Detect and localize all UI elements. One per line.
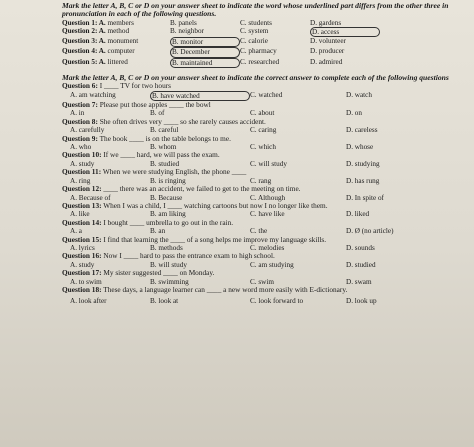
q17-label: Question 17: xyxy=(62,268,102,278)
q18-option-a: A. look after xyxy=(70,297,107,306)
q8-option-a: A. carefully xyxy=(70,126,105,135)
q12-option-d: D. In spite of xyxy=(346,193,384,202)
q9-option-d: D. whose xyxy=(346,143,374,152)
q11-option-c: C. rang xyxy=(250,176,272,185)
q5-option-d: D. admired xyxy=(310,57,343,66)
question-3 xyxy=(62,37,462,47)
q11-text: When we were studying English, the phone ____ xyxy=(102,167,247,177)
q4-label: Question 4: A. xyxy=(62,47,106,56)
q12-label: Question 12: xyxy=(62,184,102,194)
q10-text: If we ____ hard, we will pass the exam. xyxy=(103,150,220,160)
question-4 xyxy=(62,47,462,57)
q4-option-c: C. pharmacy xyxy=(240,47,277,56)
q15-option-c: C. melodies xyxy=(250,243,285,252)
q13-option-b: B. am liking xyxy=(150,210,186,219)
q5-option-b: B. maintained xyxy=(170,58,240,68)
q2-option-c: C. system xyxy=(240,27,269,36)
q17-option-a: A. to swim xyxy=(70,277,102,286)
q17-option-b: B. swimming xyxy=(150,277,189,286)
q14-option-d: D. Ø (no article) xyxy=(346,227,394,236)
q9-label: Question 9: xyxy=(62,133,98,143)
q9-option-c: C. which xyxy=(250,143,276,152)
q18-option-d: D. look up xyxy=(346,297,377,306)
q13-option-d: D. liked xyxy=(346,210,370,219)
question-2 xyxy=(62,27,462,37)
q13-text: When I was a child, I ____ watching cartoons but now I no longer like them. xyxy=(103,200,328,210)
q5-option-a: littered xyxy=(107,57,128,66)
q14-text: I bought ____ umbrella to go out in the rain. xyxy=(103,217,234,227)
q14-label: Question 14: xyxy=(62,217,102,227)
q16-option-b: B. will study xyxy=(150,260,187,269)
q15-text: I find that learning the ____ of a song helps me improve my language skills. xyxy=(103,234,327,244)
q3-label: Question 3: A. xyxy=(62,37,106,46)
q2-label: Question 2: A. xyxy=(62,27,106,36)
q3-option-c: C. calorie xyxy=(240,37,268,46)
q2-option-d: D. access xyxy=(310,27,380,37)
q15-option-a: A. lyrics xyxy=(70,243,95,252)
q11-option-a: A. ring xyxy=(70,176,91,185)
q18-option-c: C. look forward to xyxy=(250,297,304,306)
question-5 xyxy=(62,58,462,68)
q13-option-a: A. like xyxy=(70,210,90,219)
q11-option-b: B. is ringing xyxy=(150,176,186,185)
q6-option-c: C. watched xyxy=(250,90,283,99)
q15-option-b: B. methods xyxy=(150,243,183,252)
q6-option-b: B. have watched xyxy=(150,91,250,101)
q11-option-d: D. has rung xyxy=(346,176,380,185)
q2-option-a: method xyxy=(107,27,130,36)
q6-text: I ____ TV for two hours xyxy=(99,81,171,91)
q16-option-a: A. study xyxy=(70,260,95,269)
q8-option-d: D. careless xyxy=(346,126,378,135)
q14-option-a: A. a xyxy=(70,227,82,236)
section1-questions xyxy=(62,19,462,68)
q15-option-d: D. sounds xyxy=(346,243,375,252)
q1-option-d: D. gardens xyxy=(310,18,342,27)
q1-label: Question 1: A. xyxy=(62,18,106,27)
question-6 xyxy=(62,82,462,101)
question-13 xyxy=(62,202,462,219)
q10-option-c: C. will study xyxy=(250,159,287,168)
q7-option-d: D. on xyxy=(346,109,362,118)
q10-option-a: A. study xyxy=(70,159,95,168)
q16-option-c: C. am studying xyxy=(250,260,294,269)
q10-option-d: D. studying xyxy=(346,159,380,168)
question-11 xyxy=(62,168,462,185)
question-14 xyxy=(62,219,462,236)
question-7 xyxy=(62,101,462,118)
q6-option-a: A. am watching xyxy=(70,90,116,99)
q12-text: ____ there was an accident, we failed to get to the meeting on time. xyxy=(103,184,301,194)
question-18 xyxy=(62,286,462,306)
q12-option-a: A. Because of xyxy=(70,193,111,202)
question-16 xyxy=(62,252,462,269)
q13-label: Question 13: xyxy=(62,200,102,210)
q4-option-d: D. producer xyxy=(310,47,345,56)
section2-questions xyxy=(62,82,462,306)
q6-option-d: D. watch xyxy=(346,90,372,99)
q3-option-b: B. monitor xyxy=(170,37,240,47)
q18-text: These days, a language learner can ____ a new word more easily with E-dictionary. xyxy=(103,284,348,294)
question-15 xyxy=(62,236,462,253)
q2-option-b: B. neighbor xyxy=(170,27,204,36)
q18-option-b: B. look at xyxy=(150,297,179,306)
q4-option-a: computer xyxy=(107,47,135,56)
q4-option-b: B. December xyxy=(170,47,240,57)
question-1 xyxy=(62,19,462,27)
question-10 xyxy=(62,151,462,168)
question-17 xyxy=(62,269,462,286)
q1-option-a: members xyxy=(107,18,134,27)
q16-label: Question 16: xyxy=(62,251,102,261)
q5-label: Question 5: A. xyxy=(62,57,106,66)
q17-option-c: C. swim xyxy=(250,277,274,286)
worksheet-content xyxy=(62,2,462,306)
q5-option-c: C. researched xyxy=(240,57,280,66)
q10-label: Question 10: xyxy=(62,150,102,160)
q12-option-b: B. Because xyxy=(150,193,183,202)
section2-instruction: Mark the letter A, B, C or D on your answer sheet to indicate the correct answer to complete each of the following questions xyxy=(62,72,449,82)
q7-option-a: A. in xyxy=(70,109,85,118)
q16-text: Now I ____ hard to pass the entrance exam to high school. xyxy=(103,251,275,261)
q14-option-b: B. an xyxy=(150,227,166,236)
q8-text: She often drives very ____ so she rarely causes accident. xyxy=(99,116,266,126)
q8-option-c: C. caring xyxy=(250,126,277,135)
q16-option-d: D. studied xyxy=(346,260,376,269)
section1-instruction: Mark the letter A, B, C or D on your answer sheet to indicate the word whose underlined part differs from the other three in pronunciation in each of the following questions. xyxy=(62,1,449,19)
question-8 xyxy=(62,118,462,135)
q1-option-b: B. panels xyxy=(170,18,197,27)
q7-text: Please put those apples ____ the bowl xyxy=(99,100,211,110)
q9-option-b: B. whom xyxy=(150,143,177,152)
q6-label: Question 6: xyxy=(62,81,98,91)
q12-option-c: C. Although xyxy=(250,193,286,202)
q13-option-c: C. have like xyxy=(250,210,285,219)
q9-option-a: A. who xyxy=(70,143,92,152)
q17-text: My sister suggested ____ on Monday. xyxy=(103,268,215,278)
q7-option-c: C. about xyxy=(250,109,275,118)
q17-option-d: D. swam xyxy=(346,277,372,286)
q8-option-b: B. careful xyxy=(150,126,179,135)
q7-label: Question 7: xyxy=(62,100,98,110)
q1-option-c: C. students xyxy=(240,18,272,27)
q14-option-c: C. the xyxy=(250,227,268,236)
q3-option-d: D. volunteer xyxy=(310,37,346,46)
q11-label: Question 11: xyxy=(62,167,102,177)
q9-text: The book ____ is on the table belongs to me. xyxy=(99,133,231,143)
q3-option-a: monument xyxy=(107,37,139,46)
q8-label: Question 8: xyxy=(62,116,98,126)
question-12 xyxy=(62,185,462,202)
question-9 xyxy=(62,135,462,152)
q10-option-b: B. studied xyxy=(150,159,180,168)
q15-label: Question 15: xyxy=(62,234,102,244)
q7-option-b: B. of xyxy=(150,109,165,118)
q18-label: Question 18: xyxy=(62,284,102,294)
